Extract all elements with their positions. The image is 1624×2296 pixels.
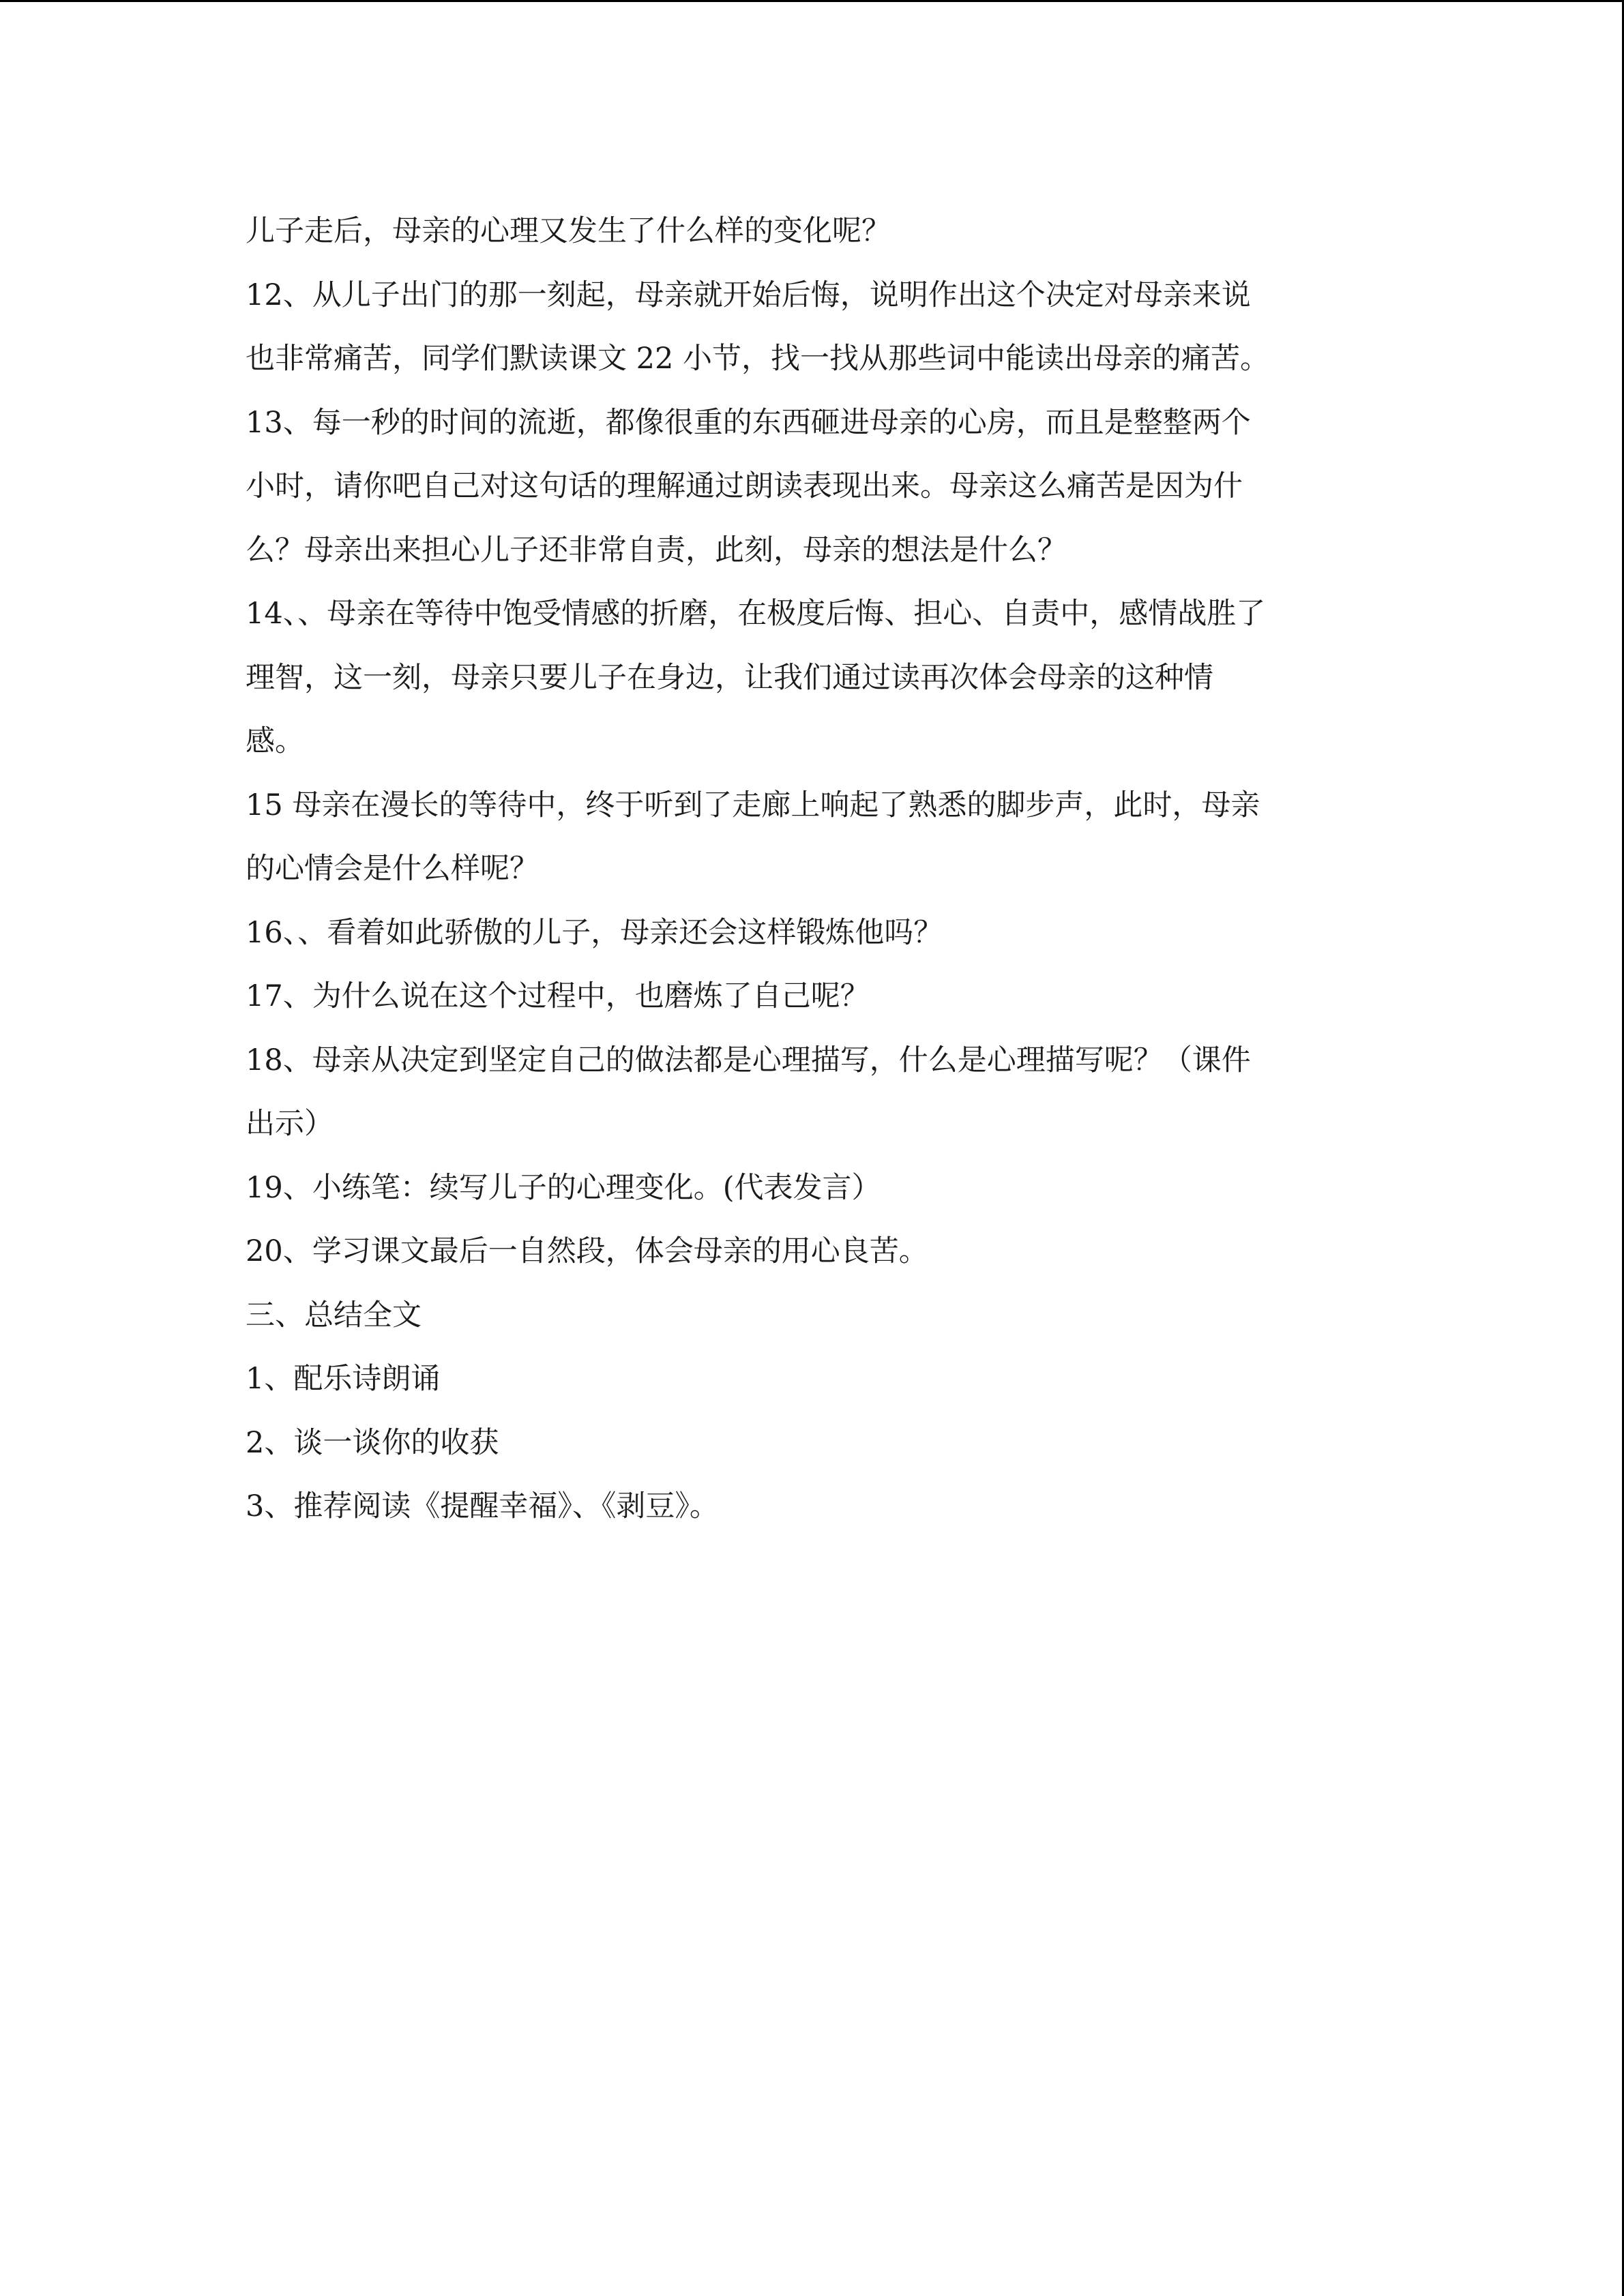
text-line: 感。 <box>246 724 304 758</box>
paragraph-item-17 <box>246 965 1371 1029</box>
paragraph-son-leaves <box>246 200 1371 264</box>
paragraph-item-18 <box>246 1029 1371 1157</box>
summary-item-1 <box>246 1347 1371 1412</box>
summary-item-3 <box>246 1475 1371 1539</box>
section-heading-summary <box>246 1284 1371 1348</box>
text-line: 18、母亲从决定到坚定自己的做法都是心理描写，什么是心理描写呢？（课件 <box>246 1043 1251 1077</box>
paragraph-item-13 <box>246 391 1371 583</box>
text-line: 理智，这一刻，母亲只要儿子在身边，让我们通过读再次体会母亲的这种情 <box>246 660 1213 695</box>
text-line: 13、每一秒的时间的流逝，都像很重的东西砸进母亲的心房，而且是整整两个 <box>246 405 1251 440</box>
text-line: 16、、看着如此骄傲的儿子，母亲还会这样锻炼他吗？ <box>246 915 943 950</box>
text-line: 17、为什么说在这个过程中，也磨炼了自己呢？ <box>246 979 870 1013</box>
text-line: 3、推荐阅读《提醒幸福》、《剥豆》。 <box>246 1489 719 1523</box>
text-line: 出示） <box>246 1107 334 1141</box>
text-line: 也非常痛苦，同学们默读课文 22 小节，找一找从那些词中能读出母亲的痛苦。 <box>246 342 1270 376</box>
text-line: 2、谈一谈你的收获 <box>246 1425 499 1460</box>
paragraph-item-12 <box>246 264 1371 391</box>
paragraph-item-16 <box>246 901 1371 966</box>
paragraph-item-19 <box>246 1157 1371 1221</box>
text-line: 1、配乐诗朗诵 <box>246 1362 441 1396</box>
paragraph-item-15 <box>246 774 1371 901</box>
document-body <box>246 200 1371 1539</box>
paragraph-item-14 <box>246 582 1371 774</box>
text-line: 儿子走后，母亲的心理又发生了什么样的变化呢？ <box>246 214 891 248</box>
text-line: 小时，请你吧自己对这句话的理解通过朗读表现出来。母亲这么痛苦是因为什 <box>246 469 1243 503</box>
text-line: 19、小练笔：续写儿子的心理变化。(代表发言） <box>246 1170 881 1205</box>
text-line: 么？母亲出来担心儿子还非常自责，此刻，母亲的想法是什么？ <box>246 533 1067 567</box>
text-line: 20、学习课文最后一自然段，体会母亲的用心良苦。 <box>246 1234 928 1268</box>
paragraph-item-20 <box>246 1220 1371 1284</box>
text-line: 15 母亲在漫长的等待中，终于听到了走廊上响起了熟悉的脚步声，此时，母亲 <box>246 788 1260 822</box>
text-line: 12、从儿子出门的那一刻起，母亲就开始后悔，说明作出这个决定对母亲来说 <box>246 278 1251 312</box>
text-line: 14、、母亲在等待中饱受情感的折磨，在极度后悔、担心、自责中，感情战胜了 <box>246 597 1266 631</box>
summary-item-2 <box>246 1412 1371 1476</box>
text-line: 的心情会是什么样呢？ <box>246 852 539 886</box>
text-line: 三、总结全文 <box>246 1298 422 1332</box>
